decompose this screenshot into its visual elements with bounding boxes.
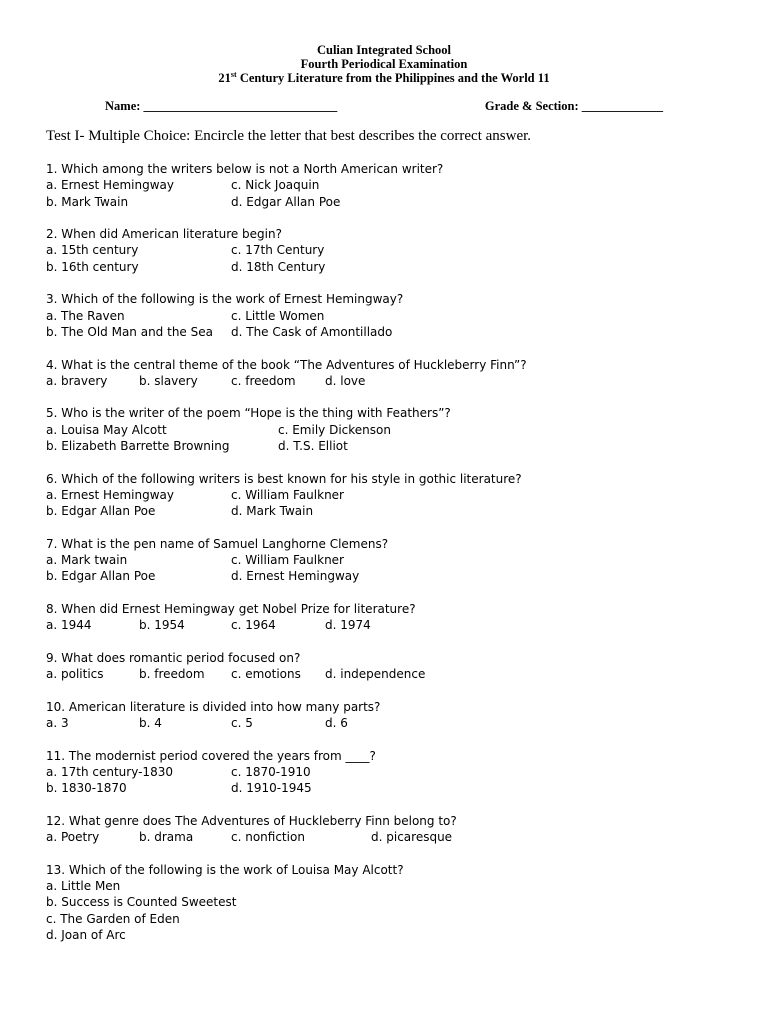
- choice-row: [46, 438, 736, 454]
- choice-row: [46, 324, 736, 340]
- answer-choice[interactable]: b. freedom: [139, 667, 205, 682]
- choice-row: [46, 780, 736, 796]
- answer-choice[interactable]: c. Emily Dickenson: [278, 422, 391, 437]
- question-item: [46, 862, 736, 943]
- answer-choice[interactable]: a. 17th century-1830: [46, 764, 173, 779]
- question-stem: 3. Which of the following is the work of Ernest Hemingway?: [46, 292, 404, 307]
- answer-choice[interactable]: c. Nick Joaquin: [231, 178, 320, 193]
- answer-choice[interactable]: d. 6: [325, 716, 348, 731]
- answer-choice[interactable]: c. nonfiction: [231, 830, 305, 845]
- answer-choice[interactable]: d. picaresque: [371, 830, 453, 845]
- choice-row: [46, 373, 736, 389]
- question-item: [46, 536, 736, 585]
- choice-row: [46, 829, 736, 845]
- choice-row: [46, 552, 736, 568]
- answer-choice[interactable]: a. Poetry: [46, 830, 100, 845]
- answer-choice[interactable]: c. 1964: [231, 618, 276, 633]
- choice-row: [46, 242, 736, 258]
- answer-choice[interactable]: a. Ernest Hemingway: [46, 178, 174, 193]
- question-stem: 9. What does romantic period focused on?: [46, 650, 301, 665]
- answer-choice[interactable]: b. 1954: [139, 618, 185, 633]
- answer-choice[interactable]: a. 1944: [46, 618, 92, 633]
- question-item: [46, 813, 736, 846]
- answer-choice[interactable]: c. freedom: [231, 373, 296, 388]
- answer-choice[interactable]: c. 5: [231, 716, 253, 731]
- grade-section-field: Grade & Section: _____________: [484, 99, 663, 113]
- answer-choice[interactable]: b. 4: [139, 716, 162, 731]
- question-stem: 7. What is the pen name of Samuel Langhorne Clemens?: [46, 536, 389, 551]
- choice-row: [46, 911, 736, 927]
- answer-choice[interactable]: b. The Old Man and the Sea: [46, 324, 213, 339]
- answer-choice[interactable]: c. The Garden of Eden: [46, 911, 180, 926]
- answer-choice[interactable]: c. William Faulkner: [231, 487, 344, 502]
- answer-choice[interactable]: c. 17th Century: [231, 243, 325, 258]
- subject-title: 21st Century Literature from the Philippines and the World 11: [218, 69, 550, 85]
- choice-row: [46, 422, 736, 438]
- answer-choice[interactable]: b. Elizabeth Barrette Browning: [46, 439, 230, 454]
- answer-choice[interactable]: d. Edgar Allan Poe: [231, 194, 341, 209]
- question-stem: 6. Which of the following writers is best known for his style in gothic literature?: [46, 471, 522, 486]
- choice-row: [46, 764, 736, 780]
- choice-row: [46, 927, 736, 943]
- school-name: Culian Integrated School: [316, 43, 452, 57]
- question-item: [46, 405, 736, 454]
- answer-choice[interactable]: d. The Cask of Amontillado: [231, 324, 393, 339]
- question-stem: 5. Who is the writer of the poem “Hope is the thing with Feathers”?: [46, 406, 451, 421]
- choice-row: [46, 715, 736, 731]
- choice-row: [46, 177, 736, 193]
- answer-choice[interactable]: a. 15th century: [46, 243, 139, 258]
- test-instructions: Test I- Multiple Choice: Encircle the letter that best describes the correct answer.: [46, 128, 532, 144]
- answer-choice[interactable]: d. 1910-1945: [231, 781, 312, 796]
- answer-choice[interactable]: c. William Faulkner: [231, 553, 344, 568]
- question-item: [46, 699, 736, 732]
- answer-choice[interactable]: c. emotions: [231, 667, 301, 682]
- answer-choice[interactable]: b. slavery: [139, 373, 198, 388]
- answer-choice[interactable]: b. Edgar Allan Poe: [46, 504, 156, 519]
- answer-choice[interactable]: a. bravery: [46, 373, 108, 388]
- question-item: [46, 226, 736, 275]
- question-stem: 8. When did Ernest Hemingway get Nobel Prize for literature?: [46, 602, 416, 617]
- answer-choice[interactable]: d. Joan of Arc: [46, 927, 126, 942]
- name-field: Name: _______________________________: [105, 99, 338, 113]
- exam-title: Fourth Periodical Examination: [300, 57, 468, 71]
- choice-row: [46, 666, 736, 682]
- choice-row: [46, 308, 736, 324]
- answer-choice[interactable]: b. drama: [139, 830, 194, 845]
- question-item: [46, 161, 736, 210]
- choice-row: [46, 878, 736, 894]
- question-stem: 12. What genre does The Adventures of Huckleberry Finn belong to?: [46, 813, 457, 828]
- answer-choice[interactable]: b. 16th century: [46, 259, 139, 274]
- choice-row: [46, 617, 736, 633]
- choice-row: [46, 259, 736, 275]
- answer-choice[interactable]: d. 1974: [325, 618, 371, 633]
- question-item: [46, 471, 736, 520]
- answer-choice[interactable]: a. Little Men: [46, 879, 121, 894]
- question-stem: 1. Which among the writers below is not a North American writer?: [46, 162, 444, 176]
- choice-row: [46, 194, 736, 210]
- answer-choice[interactable]: a. Louisa May Alcott: [46, 422, 167, 437]
- question-item: [46, 601, 736, 634]
- question-stem: 13. Which of the following is the work of Louisa May Alcott?: [46, 862, 404, 877]
- answer-choice[interactable]: b. Mark Twain: [46, 194, 129, 209]
- answer-choice[interactable]: b. 1830-1870: [46, 781, 127, 796]
- answer-choice[interactable]: a. Mark twain: [46, 553, 128, 568]
- answer-choice[interactable]: a. 3: [46, 716, 69, 731]
- question-stem: 4. What is the central theme of the book “The Adventures of Huckleberry Finn”?: [46, 357, 527, 372]
- choice-row: [46, 503, 736, 519]
- answer-choice[interactable]: a. Ernest Hemingway: [46, 487, 174, 502]
- answer-choice[interactable]: d. Ernest Hemingway: [231, 569, 360, 584]
- question-item: [46, 291, 736, 340]
- choice-row: [46, 568, 736, 584]
- answer-choice[interactable]: c. Little Women: [231, 308, 325, 323]
- answer-choice[interactable]: a. The Raven: [46, 308, 125, 323]
- answer-choice[interactable]: d. independence: [325, 667, 426, 682]
- question-item: [46, 650, 736, 683]
- question-item: [46, 748, 736, 797]
- student-info-line: [105, 99, 663, 114]
- choice-row: [46, 894, 736, 910]
- question-item: [46, 357, 736, 390]
- answer-choice[interactable]: d. 18th Century: [231, 259, 326, 274]
- question-list: [46, 161, 736, 943]
- exam-header: [0, 43, 768, 85]
- question-stem: 10. American literature is divided into how many parts?: [46, 699, 381, 714]
- answer-choice[interactable]: a. politics: [46, 667, 104, 682]
- answer-choice[interactable]: c. 1870-1910: [231, 764, 311, 779]
- answer-choice[interactable]: d. love: [325, 373, 366, 388]
- question-stem: 2. When did American literature begin?: [46, 227, 282, 242]
- answer-choice[interactable]: d. T.S. Elliot: [278, 439, 348, 454]
- answer-choice[interactable]: b. Edgar Allan Poe: [46, 569, 156, 584]
- answer-choice[interactable]: d. Mark Twain: [231, 504, 314, 519]
- question-stem: 11. The modernist period covered the years from ____?: [46, 748, 376, 763]
- choice-row: [46, 487, 736, 503]
- answer-choice[interactable]: b. Success is Counted Sweetest: [46, 895, 237, 910]
